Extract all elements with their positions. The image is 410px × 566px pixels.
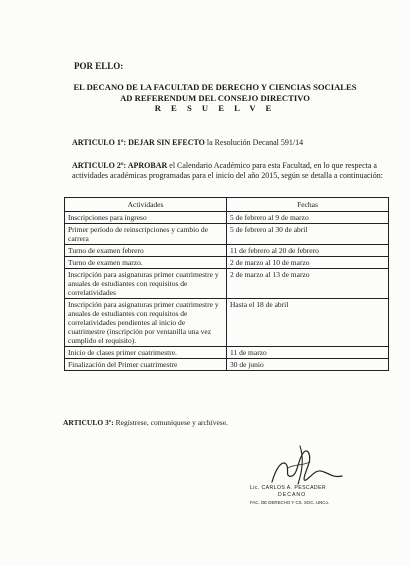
table-cell: Inicio de clases primer cuatrimestre. (65, 347, 227, 359)
table-cell: Primer período de reinscripciones y cambio de carrera (65, 224, 227, 245)
por-ello-heading: POR ELLO: (74, 61, 124, 71)
table-cell: 11 de febrero al 20 de febrero (227, 245, 389, 257)
table-cell: Inscripción para asignaturas primer cuatrimestre y anuales de estudiantes con requisitos de correlatividades (65, 269, 227, 299)
articulo-3-text: Regístrese, comuníquese y archívese. (113, 418, 228, 427)
table-row (65, 212, 389, 224)
table-row (65, 299, 389, 347)
table-row (65, 257, 389, 269)
signatory-title: DECANO (278, 492, 307, 498)
articulo-1-label: ARTICULO 1º: DEJAR SIN EFECTO (72, 138, 205, 147)
table-cell: 30 de junio (227, 359, 389, 371)
table-cell: 2 de marzo al 13 de marzo (227, 269, 389, 299)
table-header-row (65, 198, 389, 212)
handwritten-signature (258, 438, 348, 488)
table-cell: Inscripciones para ingreso (65, 212, 227, 224)
table-cell: 2 de marzo al 10 de marzo (227, 257, 389, 269)
table-row (65, 224, 389, 245)
table-cell: 11 de marzo (227, 347, 389, 359)
articulo-3 (63, 418, 228, 427)
articulo-1 (72, 138, 303, 147)
articulo-3-label: ARTICULO 3º: (63, 418, 114, 427)
table-row (65, 347, 389, 359)
header-line-1: EL DECANO DE LA FACULTAD DE DERECHO Y CIENCIAS SOCIALES (73, 82, 357, 92)
resolution-header (60, 82, 370, 114)
signatory-name: Lic. CARLOS A. PESCADER (250, 485, 327, 491)
table-cell: Inscripción para asignaturas primer cuatrimestre y anuales de estudiantes con requisitos de correlatividades pendientes al inicio de cuatrimestre (inscripción por ventanilla una vez cumplido el requisito). (65, 299, 227, 347)
table-cell: 5 de febrero al 9 de marzo (227, 212, 389, 224)
table-cell: 5 de febrero al 30 de abril (227, 224, 389, 245)
signatory-institution: FAC. DE DERECHO Y CS. SOC. UNCo. (250, 500, 330, 505)
table-row (65, 269, 389, 299)
table-cell: Turno de examen marzo. (65, 257, 227, 269)
articulo-2-action: APROBAR (126, 161, 168, 170)
table-cell: Hasta el 18 de abril (227, 299, 389, 347)
calendar-table (64, 197, 389, 371)
table-cell: Finalización del Primer cuatrimestre (65, 359, 227, 371)
table-cell: Turno de examen febrero (65, 245, 227, 257)
table-row (65, 359, 389, 371)
articulo-2-label: ARTICULO 2º: (72, 161, 127, 170)
articulo-2-text: el Calendario Académico para esta Facultad, en lo que respecta a actividades académicas programadas para el inicio del año 2015, según se detalla a continuación: (72, 161, 383, 180)
header-line-2: AD REFERENDUM DEL CONSEJO DIRECTIVO (120, 92, 310, 103)
column-header-fechas: Fechas (227, 198, 389, 212)
column-header-actividades: Actividades (65, 198, 227, 212)
signatory-block (250, 485, 350, 506)
header-line-3: R E S U E L V E (154, 103, 276, 113)
articulo-2 (72, 161, 392, 181)
table-row (65, 245, 389, 257)
articulo-1-text: la Resolución Decanal 591/14 (204, 138, 304, 147)
